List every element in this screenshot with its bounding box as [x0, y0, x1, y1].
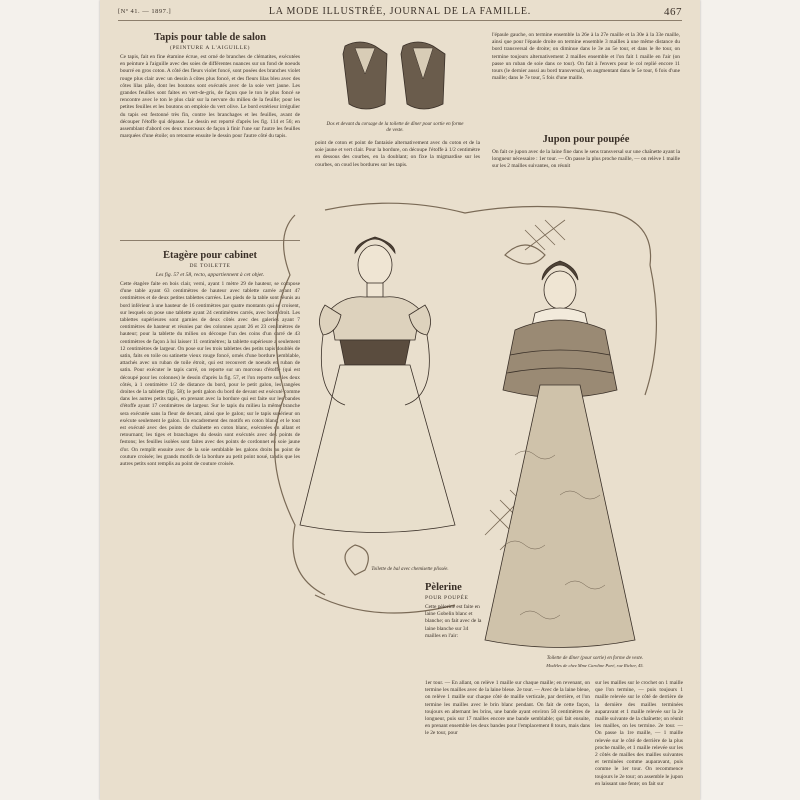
journal-page [100, 0, 700, 800]
article-pelerine [425, 582, 485, 677]
top-figure-caption: Dos et devant du corsage de la toilette de dîner pour sortie en forme de veste. [326, 122, 464, 133]
article-note: Les fig. 57 et 58, recto, appartiennent à cet objet. [155, 272, 265, 278]
right-figure-credit: Modèles de chez Mme Caroline Paré, rue Richer, 45. [546, 663, 644, 668]
article-subtitle: DE TOILETTE [189, 263, 231, 269]
article-title: Jupon pour poupée [542, 134, 630, 145]
middle-text [315, 140, 480, 190]
bottom-right-body: sur les mailles sur le crochet on 1 maille que l'on termine, — puis toujours 1 maille relevée sur le côté de derrière de la dernière des mailles terminées auparavant et 1 maille relevée sur la 2e maille suivante de la chaînette; on réunit les mailles, on les termine. 2e tour. — On passe la 1re maille, — 1 maille relevée sur le côté de derrière de la plus proche maille, et 1 maille relevée sur les 2 côtés de mailles des mailles suivantes et terminées comme auparavant, puis comme le 1er tour. On recommence toujours le 2e tour; on assemble le jupon en laissant une fente; on fait sur [595, 680, 683, 787]
left-figure-caption: Toilette de bal avec chemisette plissée. [371, 567, 449, 572]
middle-text-body: point de coton et point de fantaisie alternativement avec du coton et de la soie jaune et vert clair. Pour la bordure, on découpe l'étoffe à 1/2 centimètre en dessous des courbes, en la doublant; on fixe la migmardise sur les courbes, on coud les bordures sur les tapis. [315, 140, 480, 168]
article-title: Tapis pour table de salon [153, 32, 267, 43]
pelerine-continuation-body: 1er tour. — En allant, on relève 1 maille sur chaque maille; en revenant, on termine les mailles avec de la laine bleue. 2e tour. — Avec de la laine bleue, on relève 1 maille sur chaque côté de maille verticale, par derrière, et l'on termine les mailles avec le brin blanc pendant. On fait de cette façon, toujours en alternant les brins, une bande ayant environ 50 centimètres de longueur, puis sur 17 mailles encore une bande semblable; qui fait ensuite, en prenant ensemble les deux bandes pour l'emplacement 8 tours, mais dans le 2e tour, pour [425, 680, 590, 737]
article-jupon [492, 134, 680, 196]
bodice-illustration [325, 34, 465, 124]
running-header [118, 6, 682, 21]
journal-title: LA MODE ILLUSTRÉE, JOURNAL DE LA FAMILLE. [268, 6, 532, 17]
article-tapis [120, 32, 300, 222]
article-body: Ce tapis, fait en fine étamine écrue, est orné de branches de clématites, exécutées en peinture à l'aiguille avec des soies de différentes nuances sur un fond de noeuds bourré en gros coton. A côté des fleurs violet foncé, sont posées des branches violet rouge plus clair avec un dessin à côtes plus foncé, et des fleurs lilas bleu avec des côtes lilas pâle, dont les boutons sont exécutés avec de la soie vert jaune. Les grandes feuilles sont faites en vert-de-gris, de façon que le ton le plus foncé se rencontre avec le ton le plus clair sur la nervure du milieu de la feuille; pour les petites feuilles et les boutons on emploie du vert olive. Le bord extérieur irrégulier du tapis est festonné très fin, contre les branchages et les feuilles, avant de découper l'étoffe qui dépasse. Le dessin est reporté d'après les fig. 114 et 56; en assemblant d'abord ces deux morceaux de façon à finir l'une sur l'autre les feuilles marquées d'une étoile; on retourne ensuite le dessin pour l'autre côté du tapis. [120, 54, 300, 140]
pelerine-continuation [425, 680, 590, 792]
article-body: On fait ce jupon avec de la laine fine dans le sens transversal sur une chaînette ayant la longueur nécessaire : 1er tour. — On passe la plus proche maille, — on relève 1 maille sur les 2 mailles suivantes, on réunit [492, 149, 680, 170]
article-body: Cette pèlerine est faite en laine Gobelin blanc et blanche; on fait avec de la laine blanche sur 34 mailles en l'air: [425, 604, 482, 639]
right-top-body: l'épaule gauche, on termine ensemble la 26e à la 27e maille et la 30e à la 33e maille, ainsi que pour l'épaule droite on termine ensemble 3 mailles à une même distance du bord transversal de droite; on diminue dans le 3e au 5e tour, et dans le 8e tour, on termine toujours alternativement 2 mailles ensemble et l'on fait 1 maille en l'air (on passe un ruban de soie dans ce tour). On fait à l'envers pour le col replié encore 11 tours (le dernier aussi au bord transversal), en augmentant dans le 5e tour, 6 fois d'une maille; dans le 7e tour, 5 fois d'une maille. [492, 32, 680, 82]
article-title: Étagère pour cabinet [162, 250, 258, 261]
right-top-text [492, 32, 680, 130]
article-title: Pèlerine [425, 582, 462, 593]
article-subtitle: POUR POUPÉE [425, 595, 469, 601]
bottom-right-text [595, 680, 683, 792]
right-figure-caption: Toilette de dîner (pour sortie) en forme de veste. [546, 656, 644, 661]
article-subtitle: (PEINTURE A L'AIGUILLE) [169, 45, 251, 51]
article-body: Cette étagère faite en bois clair, verni, ayant 1 mètre 29 de hauteur, se compose d'une table ayant 63 centimètres de hauteur avec tablette carrée ayant 47 centimètres et de deux petites tablettes carrées. Les pieds de la table sont réunis au bord inférieur à une hauteur de 16 centimètres par quatre montants qui se croisent, sur lesquels on pose une tablette ayant 24 centimètres carrés, avec bord droit. Les tablettes supérieures sont garnies de deux côtés avec des galeries ayant 7 centimètres de hauteur et réunies par des colonnes ayant 26 et 23 centimètres de hauteur; pour la tablette du milieu on découpe l'un des coins d'un carré de 43 centimètres de façon à lui laisser 11 centimètres; la tablette supérieure a seulement 12 centimètres de largeur. On pose sur les trois tablettes des petits tapis doublés de satin, faits en toile ou satinette vieux rouge foncé, ornés d'une bordure semblable, attachés avec un ruban de toile étroit, qui est recouvert de noeuds en ruban de satin. Pour exécuter le tapis carré, on reporte sur un morceau d'étoffe (qui est découpé pour les colonnes) le dessin d'après la fig. 57, et l'on reporte sur les deux côtés, à 1 centimètre 1/2 de distance du bord, pour le petit galon, les rangées droites de la tablette (fig. 58); le petit galon du bord de devant est exécuté comme dans les autres petits tapis, en prenant avec la bordure qui est faite sur les bandes d'étoffe ayant 17 centimètres de largeur. Sur le tapis du milieu la même branche sera exécutée sans la fleur de devant, ainsi que le galon; sur le tapis supérieur on exécute seulement le galon. Un encadrement des motifs en coton blanc, et le tout est exécuté avec des points de chaînette en coton blanc, exécutées en allant et retournant; les tiges et branchages du dessin sont exécutés avec des points de festons; les feuilles isolées sont faites avec des points de cordonnet en soie jaune d'or. On remplit ensuite avec de la soie semblable les galons droits au point de couture croisée; les grands motifs de la bordure au petit point noué, tandis que les autres petits sont remplis au point de couture croisée. [120, 281, 300, 468]
page-number: 467 [664, 6, 682, 18]
issue-number: [Nº 41. — 1897.] [118, 8, 172, 15]
